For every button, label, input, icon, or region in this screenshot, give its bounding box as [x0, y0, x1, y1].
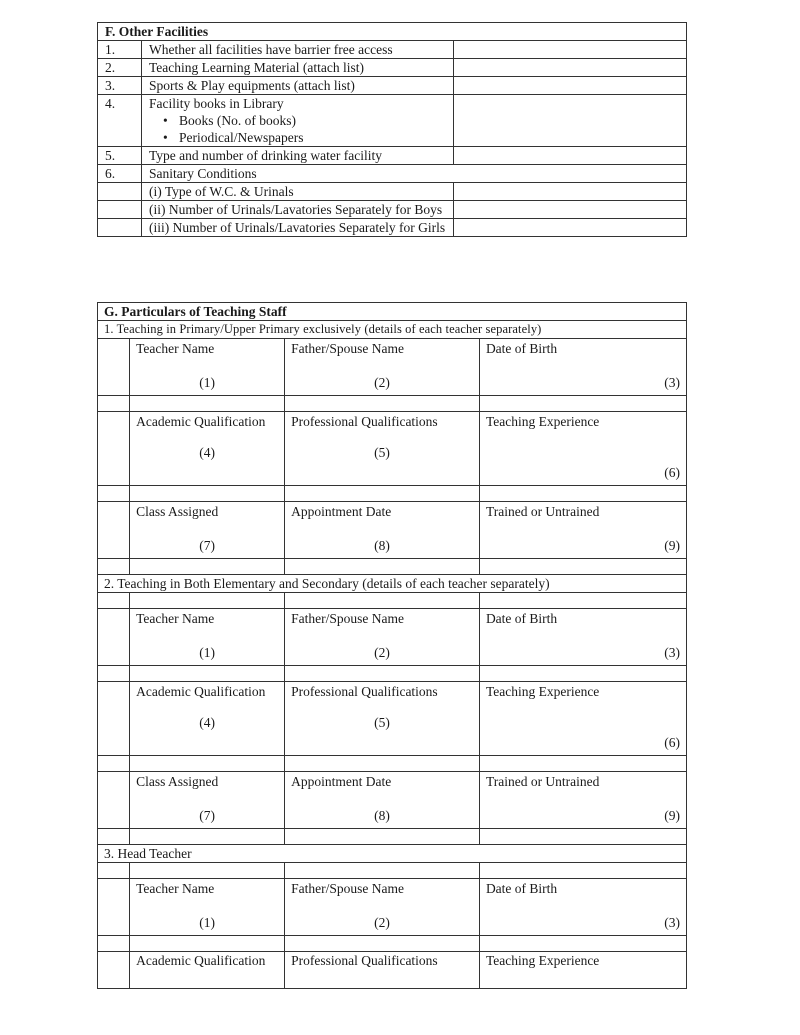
table-row	[98, 879, 687, 936]
table-row	[98, 952, 687, 989]
table-row	[98, 502, 687, 559]
table-row	[98, 183, 687, 201]
table-row	[98, 201, 687, 219]
list-item: • Books (No. of books)	[163, 112, 446, 129]
answer-field[interactable]	[454, 59, 687, 77]
facility-question: Whether all facilities have barrier free access	[142, 41, 454, 59]
father-spouse-field[interactable]: Father/Spouse Name (2)	[285, 339, 480, 396]
facility-question: Type and number of drinking water facility	[142, 147, 454, 165]
row-number: 6.	[98, 165, 142, 183]
academic-qualification-field[interactable]: Academic Qualification (4)	[130, 412, 285, 486]
facility-question: Sports & Play equipments (attach list)	[142, 77, 454, 95]
facility-question: Sanitary Conditions	[142, 165, 687, 183]
table-row	[98, 147, 687, 165]
teaching-experience-field[interactable]: Teaching Experience	[479, 952, 686, 989]
library-bullets	[149, 112, 446, 146]
subsection-title: 3. Head Teacher	[98, 845, 687, 863]
date-of-birth-field[interactable]: Date of Birth (3)	[479, 879, 686, 936]
answer-field[interactable]	[454, 77, 687, 95]
row-number: 1.	[98, 41, 142, 59]
class-assigned-field[interactable]: Class Assigned (7)	[130, 772, 285, 829]
answer-field[interactable]	[454, 183, 687, 201]
table-row	[98, 219, 687, 237]
table-row	[98, 682, 687, 756]
date-of-birth-field[interactable]: Date of Birth (3)	[479, 339, 686, 396]
answer-field[interactable]	[454, 201, 687, 219]
table-row	[98, 41, 687, 59]
answer-field[interactable]	[454, 41, 687, 59]
table-row	[98, 609, 687, 666]
table-row	[98, 95, 687, 147]
teacher-name-field[interactable]: Teacher Name (1)	[130, 339, 285, 396]
table-row	[98, 77, 687, 95]
library-label: Facility books in Library	[149, 96, 284, 111]
trained-untrained-field[interactable]: Trained or Untrained (9)	[479, 502, 686, 559]
sanitary-item: (i) Type of W.C. & Urinals	[142, 183, 454, 201]
father-spouse-field[interactable]: Father/Spouse Name (2)	[285, 879, 480, 936]
professional-qualifications-field[interactable]: Professional Qualifications	[285, 952, 480, 989]
trained-untrained-field[interactable]: Trained or Untrained (9)	[479, 772, 686, 829]
row-number: 2.	[98, 59, 142, 77]
class-assigned-field[interactable]: Class Assigned (7)	[130, 502, 285, 559]
academic-qualification-field[interactable]: Academic Qualification	[130, 952, 285, 989]
teaching-experience-field[interactable]: Teaching Experience (6)	[479, 412, 686, 486]
row-number: 4.	[98, 95, 142, 147]
table-row	[98, 59, 687, 77]
professional-qualifications-field[interactable]: Professional Qualifications (5)	[285, 412, 480, 486]
table-row	[98, 165, 687, 183]
appointment-date-field[interactable]: Appointment Date (8)	[285, 772, 480, 829]
facility-question: Teaching Learning Material (attach list)	[142, 59, 454, 77]
table-row	[98, 772, 687, 829]
sanitary-item: (iii) Number of Urinals/Lavatories Separately for Girls	[142, 219, 454, 237]
other-facilities-table	[97, 22, 687, 237]
academic-qualification-field[interactable]: Academic Qualification (4)	[130, 682, 285, 756]
list-item: • Periodical/Newspapers	[163, 129, 446, 146]
teaching-staff-table	[97, 302, 687, 989]
teacher-name-field[interactable]: Teacher Name (1)	[130, 609, 285, 666]
date-of-birth-field[interactable]: Date of Birth (3)	[479, 609, 686, 666]
teacher-name-field[interactable]: Teacher Name (1)	[130, 879, 285, 936]
appointment-date-field[interactable]: Appointment Date (8)	[285, 502, 480, 559]
section-g-title: G. Particulars of Teaching Staff	[98, 303, 687, 321]
section-f-title: F. Other Facilities	[98, 23, 687, 41]
subsection-title: 2. Teaching in Both Elementary and Secondary (details of each teacher separately)	[98, 575, 687, 593]
table-row	[98, 339, 687, 396]
row-number: 5.	[98, 147, 142, 165]
row-number: 3.	[98, 77, 142, 95]
answer-field[interactable]	[454, 147, 687, 165]
answer-field[interactable]	[454, 95, 687, 147]
father-spouse-field[interactable]: Father/Spouse Name (2)	[285, 609, 480, 666]
professional-qualifications-field[interactable]: Professional Qualifications (5)	[285, 682, 480, 756]
facility-question	[142, 95, 454, 147]
teaching-experience-field[interactable]: Teaching Experience (6)	[479, 682, 686, 756]
answer-field[interactable]	[454, 219, 687, 237]
subsection-title: 1. Teaching in Primary/Upper Primary exclusively (details of each teacher separately)	[98, 321, 687, 339]
table-row	[98, 412, 687, 486]
sanitary-item: (ii) Number of Urinals/Lavatories Separately for Boys	[142, 201, 454, 219]
